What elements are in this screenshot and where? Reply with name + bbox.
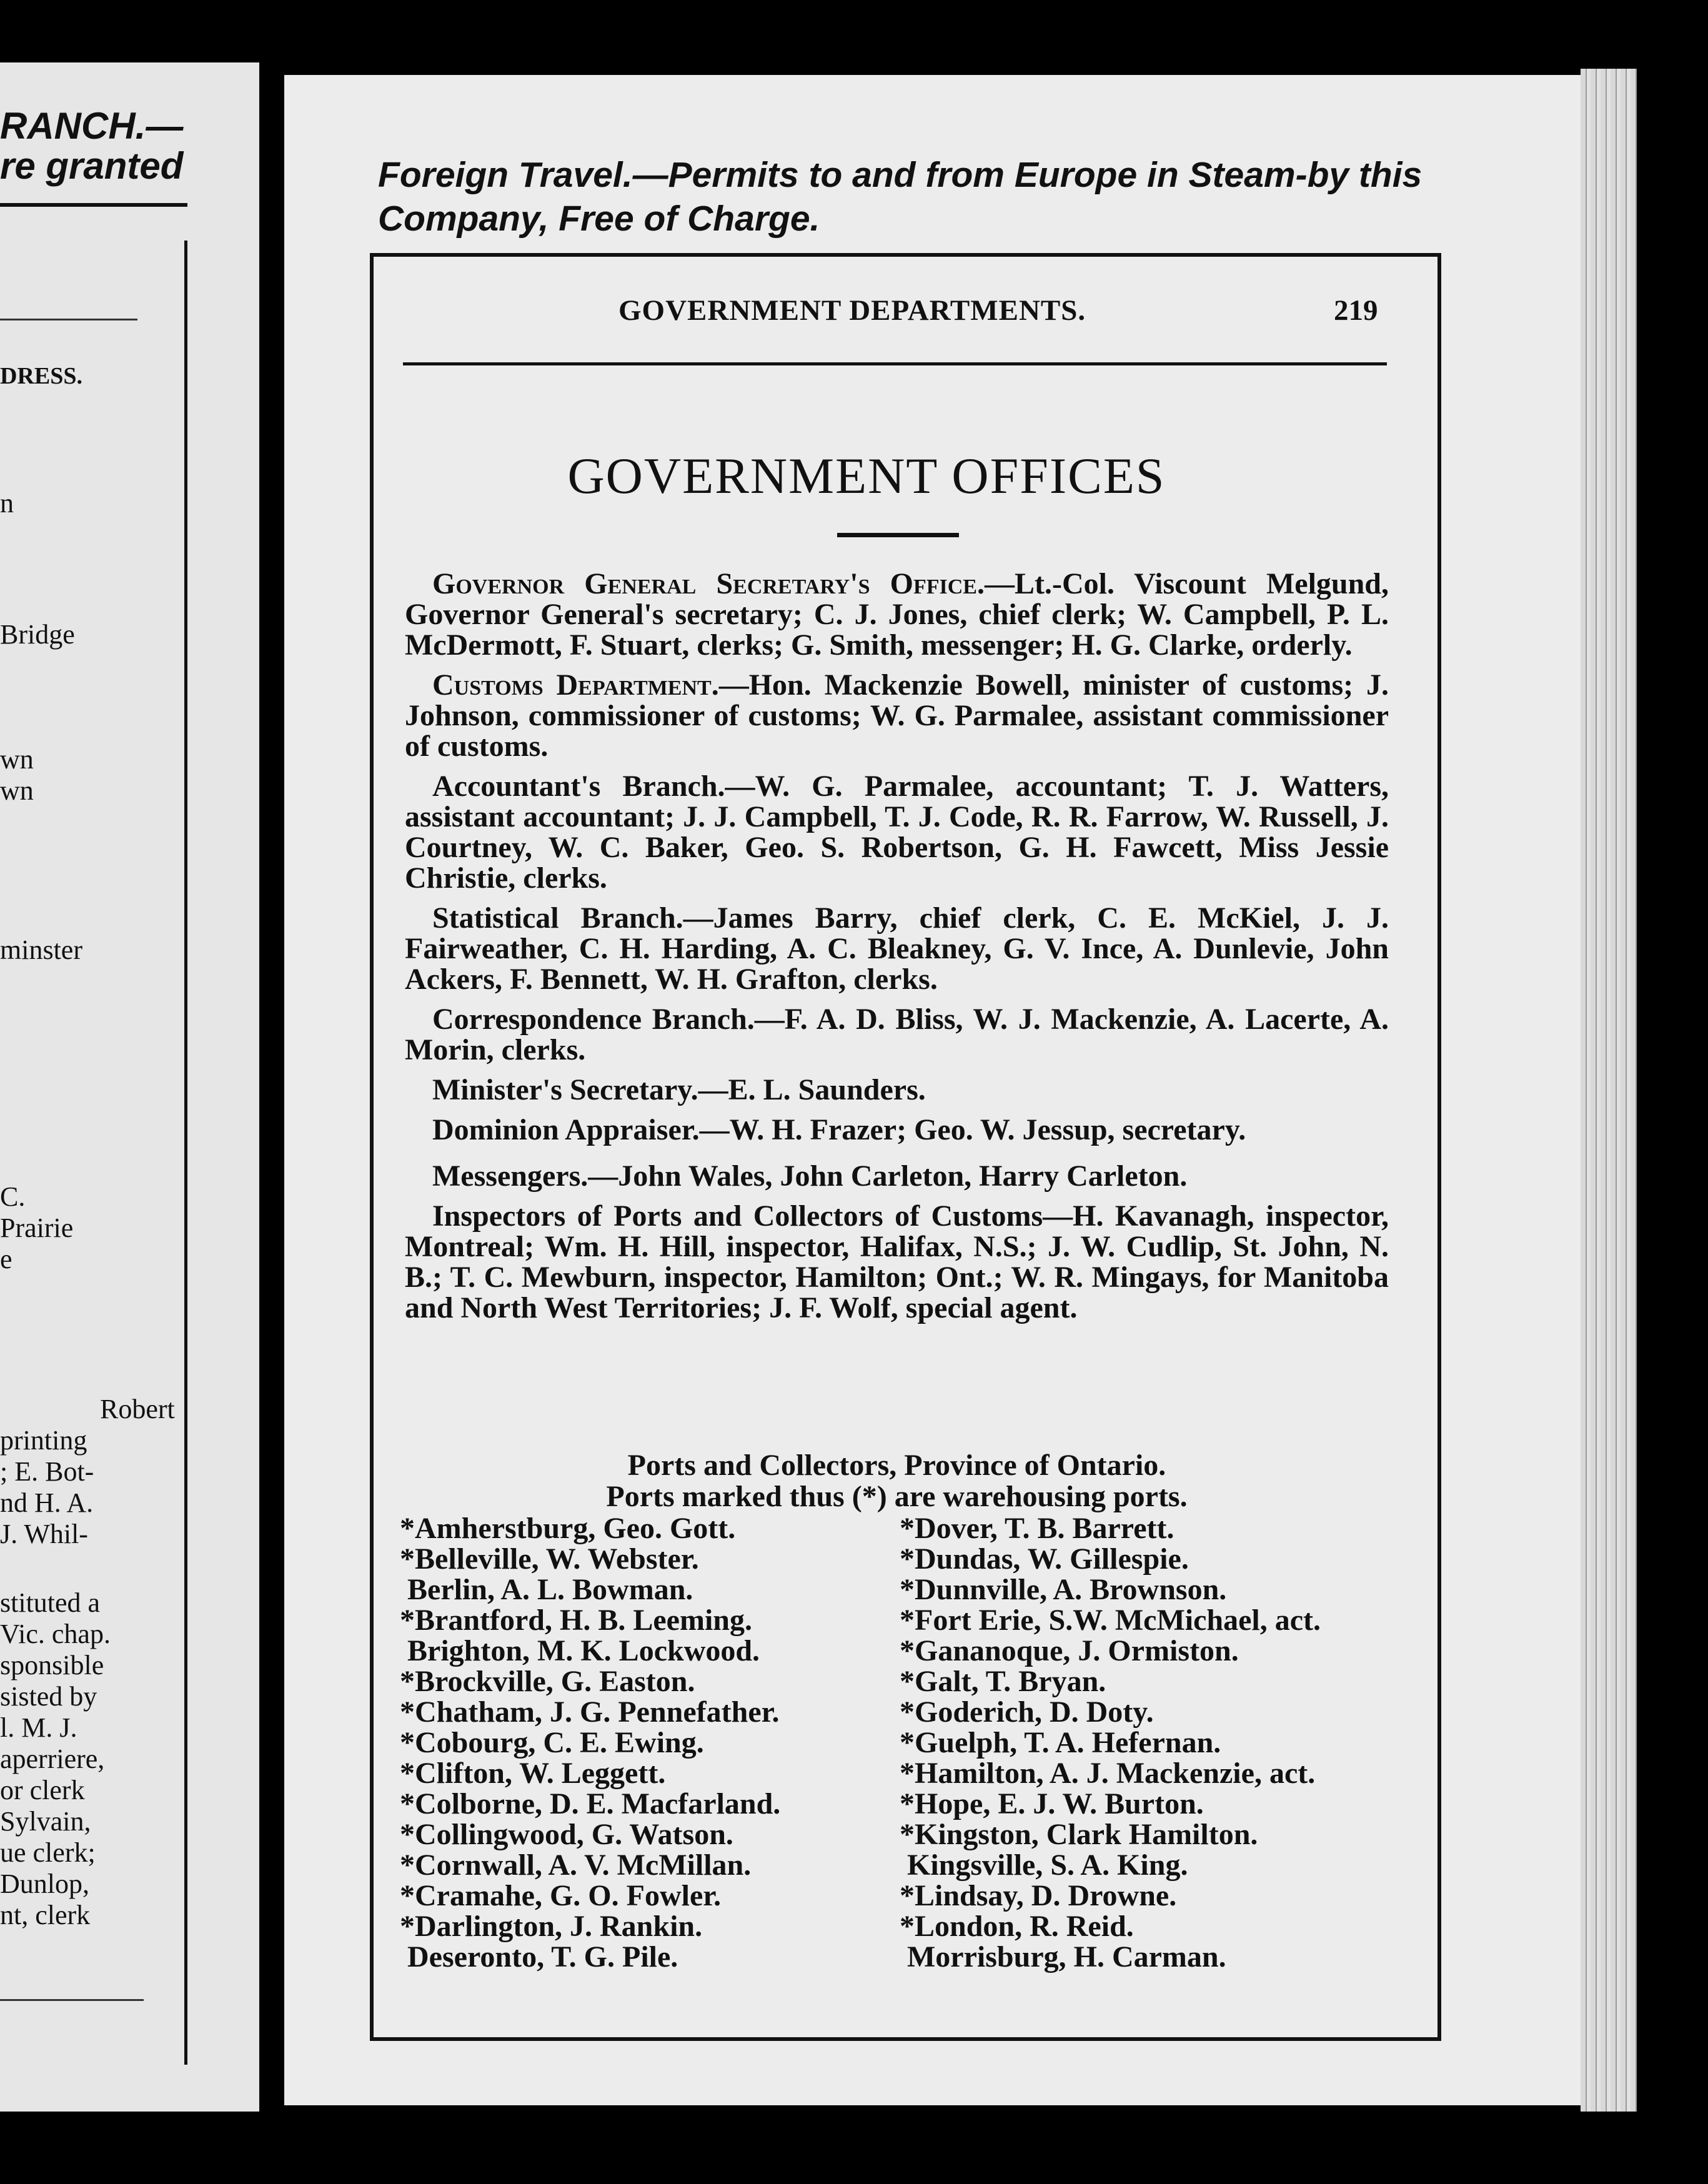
left-fragment: nd H. A. — [0, 1487, 94, 1518]
paragraph-text: Accountant's Branch.—W. G. Parmalee, accountant; T. J. Watters, assistant accountant; J. J. Campbell, T. J. Code, R. R. Farrow, W. Russell, J. Courtney, W. C. Baker, Geo. S. Robertson, G. H. Fawcett, Miss Jessie Christie, clerks. — [405, 770, 1389, 895]
page-edges — [1581, 69, 1637, 2112]
office-paragraph — [405, 1161, 1389, 1191]
paragraph-lead: Customs Department. — [432, 668, 719, 702]
port-entry: Kingsville, S. A. King. — [900, 1849, 1188, 1882]
left-fragment: l. M. J. — [0, 1712, 77, 1743]
page-title: GOVERNMENT OFFICES — [567, 447, 1166, 504]
office-paragraph — [405, 1004, 1389, 1065]
paragraph-text: —Lt.-Col. Viscount Melgund, Governor General's secretary; C. J. Jones, chief clerk; W. Campbell, P. L. McDermott, F. Stuart, clerks; G. Smith, messenger; H. G. Clarke, orderly. — [405, 567, 1389, 662]
port-entry: *Dunnville, A. Brownson. — [900, 1573, 1227, 1606]
port-entry: *Galt, T. Bryan. — [900, 1665, 1106, 1698]
left-fragment: sponsible — [0, 1650, 104, 1680]
office-paragraph — [405, 771, 1389, 893]
left-fragment: Vic. chap. — [0, 1619, 111, 1649]
left-fragment: e — [0, 1244, 12, 1274]
left-fragment: aperriere, — [0, 1744, 105, 1774]
paragraph-text: Minister's Secretary.—E. L. Saunders. — [432, 1073, 926, 1106]
left-divider — [0, 319, 137, 320]
port-entry: *Hope, E. J. W. Burton. — [900, 1787, 1204, 1820]
offices-body — [405, 568, 1389, 1333]
port-entry: *Cramahe, G. O. Fowler. — [400, 1879, 722, 1912]
left-fragment: DRESS. — [0, 363, 82, 389]
paragraph-text: —Hon. Mackenzie Bowell, minister of customs; J. Johnson, commissioner of customs; W. G. Parmalee, assistant commissioner of customs. — [405, 668, 1389, 763]
port-entry: *Kingston, Clark Hamilton. — [900, 1818, 1258, 1851]
paragraph-lead: Governor General Secretary's Office. — [432, 567, 985, 600]
port-entry: *Dover, T. B. Barrett. — [900, 1512, 1174, 1545]
ports-heading: Ports and Collectors, Province of Ontario. — [627, 1449, 1166, 1482]
left-fragment: printing — [0, 1425, 87, 1456]
left-fragment: ; E. Bot- — [0, 1456, 94, 1487]
left-fragment: wn — [0, 775, 34, 806]
port-entry: *Brantford, H. B. Leeming. — [400, 1604, 752, 1637]
left-fragment: C. — [0, 1181, 26, 1212]
ports-list-left — [400, 1513, 780, 1972]
left-fragment: sisted by — [0, 1681, 97, 1712]
port-entry: Berlin, A. L. Bowman. — [400, 1573, 693, 1606]
port-entry: *Fort Erie, S.W. McMichael, act. — [900, 1604, 1321, 1637]
port-entry: *London, R. Reid. — [900, 1910, 1134, 1943]
paragraph-text: Correspondence Branch.—F. A. D. Bliss, W. J. Mackenzie, A. Lacerte, A. Morin, clerks. — [405, 1003, 1389, 1066]
paragraph-text: Messengers.—John Wales, John Carleton, Harry Carleton. — [432, 1159, 1188, 1193]
left-fragment: stituted a — [0, 1587, 101, 1618]
running-head-rule — [403, 362, 1387, 365]
paragraph-text: Dominion Appraiser.—W. H. Frazer; Geo. W. Jessup, secretary. — [432, 1113, 1246, 1146]
ports-note: Ports marked thus (*) are warehousing ports. — [606, 1480, 1188, 1513]
left-page-fragment — [0, 62, 259, 2112]
port-entry: *Colborne, D. E. Macfarland. — [400, 1787, 781, 1820]
left-fragment: Dunlop, — [0, 1869, 89, 1899]
left-page-header — [0, 106, 183, 186]
port-entry: *Hamilton, A. J. Mackenzie, act. — [900, 1757, 1316, 1790]
office-paragraph — [405, 670, 1389, 762]
left-fragment: Prairie — [0, 1213, 74, 1243]
paragraph-text: Inspectors of Ports and Collectors of Customs—H. Kavanagh, inspector, Montreal; Wm. H. Hill, inspector, Halifax, N.S.; J. W. Cudlip, St. John, N. B.; T. C. Mewburn, inspector, Hamilton; Ont.; W. R. Mingays, for Manitoba and North West Territories; J. F. Wolf, special agent. — [405, 1199, 1389, 1324]
port-entry: *Darlington, J. Rankin. — [400, 1910, 703, 1943]
port-entry: *Goderich, D. Doty. — [900, 1695, 1154, 1729]
ports-list-right — [900, 1513, 1321, 1972]
port-entry: *Gananoque, J. Ormiston. — [900, 1634, 1239, 1667]
port-entry: *Guelph, T. A. Hefernan. — [900, 1726, 1221, 1759]
port-entry: Deseronto, T. G. Pile. — [400, 1940, 678, 1973]
port-entry: Brighton, M. K. Lockwood. — [400, 1634, 760, 1667]
port-entry: *Amherstburg, Geo. Gott. — [400, 1512, 736, 1545]
left-header-line-2: re granted — [0, 145, 184, 187]
port-entry: *Collingwood, G. Watson. — [400, 1818, 733, 1851]
left-fragment: ue clerk; — [0, 1837, 96, 1868]
port-entry: *Lindsay, D. Drowne. — [900, 1879, 1177, 1912]
left-divider-bottom — [0, 1999, 144, 2001]
port-entry: *Brockville, G. Easton. — [400, 1665, 695, 1698]
left-fragment: or clerk — [0, 1775, 85, 1805]
port-entry: *Belleville, W. Webster. — [400, 1542, 699, 1576]
port-entry: *Dundas, W. Gillespie. — [900, 1542, 1189, 1576]
left-fragment: wn — [0, 744, 34, 775]
port-entry: *Clifton, W. Leggett. — [400, 1757, 666, 1790]
office-paragraph — [405, 1075, 1389, 1105]
left-fragment: Robert — [100, 1394, 175, 1424]
port-entry: Morrisburg, H. Carman. — [900, 1940, 1226, 1973]
left-fragment: nt, clerk — [0, 1900, 91, 1930]
office-paragraph — [405, 1201, 1389, 1323]
page-number: 219 — [1334, 294, 1378, 327]
left-box-border — [184, 241, 187, 2065]
office-paragraph — [405, 568, 1389, 660]
left-header-rule — [0, 203, 187, 207]
port-entry: *Cobourg, C. E. Ewing. — [400, 1726, 704, 1759]
office-paragraph — [405, 1114, 1389, 1145]
left-fragment: J. Whil- — [0, 1519, 88, 1549]
running-head: GOVERNMENT DEPARTMENTS. — [618, 294, 1086, 327]
port-entry: *Cornwall, A. V. McMillan. — [400, 1849, 752, 1882]
title-rule — [837, 533, 959, 537]
left-fragment: Sylvain, — [0, 1806, 91, 1837]
left-fragment: Bridge — [0, 619, 75, 650]
left-header-line-1: RANCH.— — [0, 105, 184, 147]
office-paragraph — [405, 903, 1389, 995]
page-title-wrapper — [0, 447, 1708, 505]
foreign-travel-banner: Foreign Travel.—Permits to and from Europe in Steam-by this Company, Free of Charge. — [378, 155, 1423, 239]
paragraph-text: Statistical Branch.—James Barry, chief clerk, C. E. McKiel, J. J. Fairweather, C. H. Harding, A. C. Bleakney, G. V. Ince, A. Dunlevie, John Ackers, F. Bennett, W. H. Grafton, clerks. — [405, 901, 1389, 996]
left-fragment: n — [0, 488, 14, 519]
left-fragment: minster — [0, 935, 82, 965]
port-entry: *Chatham, J. G. Pennefather. — [400, 1695, 780, 1729]
